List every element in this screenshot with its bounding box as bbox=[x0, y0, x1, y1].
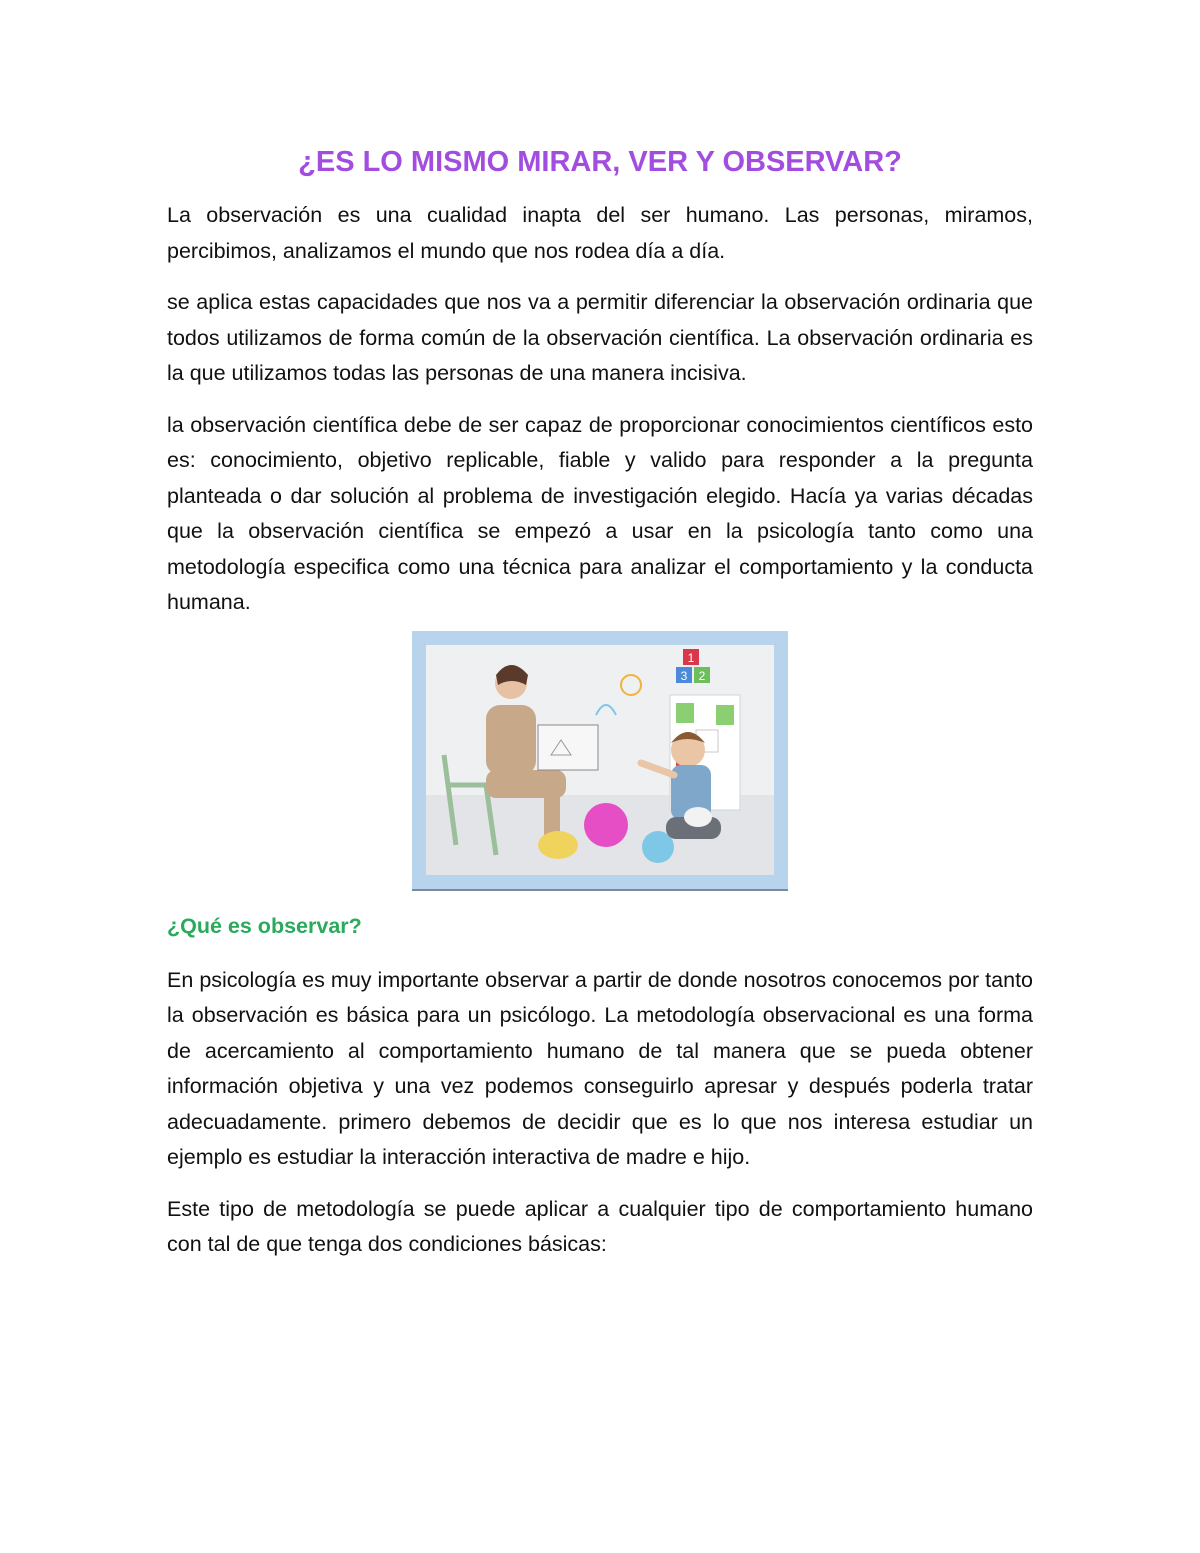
figure-container bbox=[167, 631, 1033, 893]
document-title: ¿ES LO MISMO MIRAR, VER Y OBSERVAR? bbox=[298, 146, 902, 178]
block-number-3: 3 bbox=[680, 668, 688, 683]
paragraph-intro-2: se aplica estas capacidades que nos va a permitir diferenciar la observación ordinaria que todos utilizamos de forma común de la observación científica. La observación ordinaria es la que utilizamos todas las personas de una manera incisiva. bbox=[167, 290, 1033, 385]
document-content bbox=[167, 140, 1033, 1279]
psychologist-child-photo bbox=[412, 631, 788, 891]
paragraph-body-1: En psicología es muy importante observar a partir de donde nosotros conocemos por tanto la observación es básica para un psicólogo. La metodología observacional es una forma de acercamiento al comportamiento humano de tal manera que se pueda obtener información objetiva y una vez podemos conseguirlo apresar y después poderla tratar adecuadamente. primero debemos de decidir que es lo que nos interesa estudiar un ejemplo es estudiar la interacción interactiva de madre e hijo. bbox=[167, 967, 1033, 1169]
section-subtitle: ¿Qué es observar? bbox=[167, 913, 362, 938]
paragraph-body-2: Este tipo de metodología se puede aplicar a cualquier tipo de comportamiento humano con tal de que tenga dos condiciones básicas: bbox=[167, 1196, 1033, 1256]
paragraph-intro-1: La observación es una cualidad inapta del ser humano. Las personas, miramos, percibimos, analizamos el mundo que nos rodea día a día. bbox=[167, 203, 1033, 263]
block-number-2: 2 bbox=[698, 668, 706, 683]
paragraph-intro-3: la observación científica debe de ser capaz de proporcionar conocimientos científicos esto es: conocimiento, objetivo replicable, fiable y valido para responder a la pregunta planteada o dar solución al problema de investigación elegido. Hacía ya varias décadas que la observación científica se empezó a usar en la psicología tanto como una metodología especifica como una técnica para analizar el comportamiento y la conducta humana. bbox=[167, 412, 1033, 614]
photo-illustration bbox=[426, 645, 774, 875]
block-number-1: 1 bbox=[687, 650, 695, 665]
